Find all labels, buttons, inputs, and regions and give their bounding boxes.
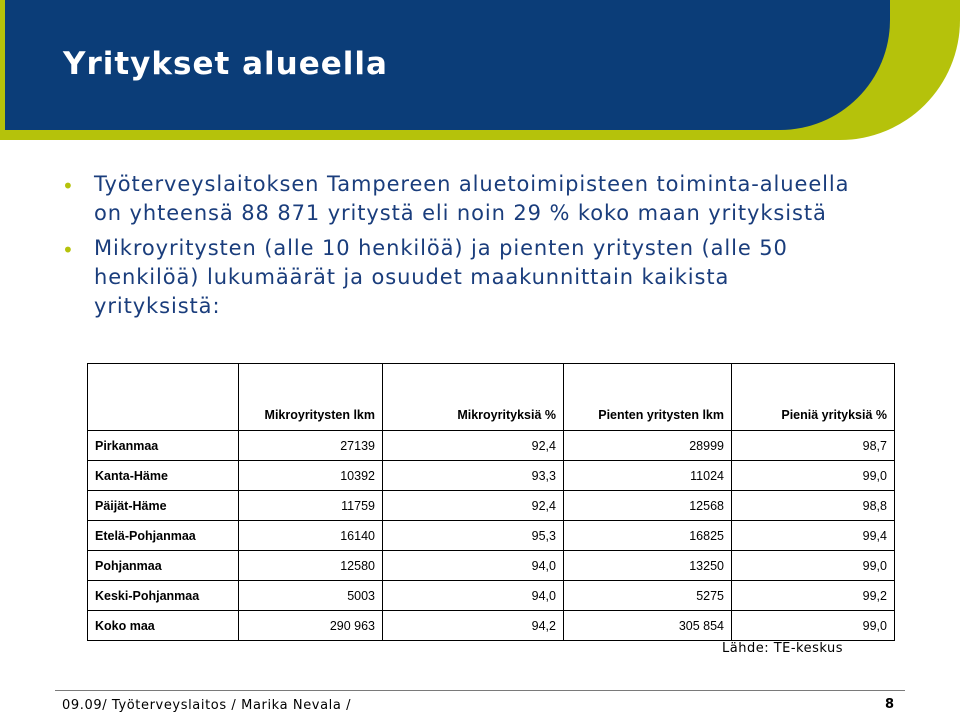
region-cell: Koko maa xyxy=(88,611,239,641)
column-header xyxy=(88,364,239,431)
region-cell: Päijät-Häme xyxy=(88,491,239,521)
table-cell: 5275 xyxy=(564,581,732,611)
region-cell: Etelä-Pohjanmaa xyxy=(88,521,239,551)
table-cell: 92,4 xyxy=(383,491,564,521)
table-header-row xyxy=(88,364,895,431)
table-row xyxy=(88,521,895,551)
table-cell: 99,2 xyxy=(732,581,895,611)
column-header: Pienten yritysten lkm xyxy=(564,364,732,431)
company-table xyxy=(87,363,895,641)
table-cell: 5003 xyxy=(239,581,383,611)
footer-divider xyxy=(55,690,905,691)
table-cell: 98,8 xyxy=(732,491,895,521)
table-row xyxy=(88,551,895,581)
footer-text: 09.09/ Työterveyslaitos / Marika Nevala / xyxy=(62,698,352,713)
table-row xyxy=(88,491,895,521)
table-cell: 99,0 xyxy=(732,551,895,581)
data-table-container xyxy=(87,363,895,641)
table-cell: 94,0 xyxy=(383,581,564,611)
table-row xyxy=(88,611,895,641)
table-cell: 93,3 xyxy=(383,461,564,491)
slide-title: Yritykset alueella xyxy=(63,46,388,82)
table-cell: 99,0 xyxy=(732,611,895,641)
bullet-dot-icon: • xyxy=(62,238,75,262)
table-cell: 16825 xyxy=(564,521,732,551)
bullet-item xyxy=(60,234,860,321)
table-cell: 28999 xyxy=(564,431,732,461)
table-cell: 290 963 xyxy=(239,611,383,641)
region-cell: Keski-Pohjanmaa xyxy=(88,581,239,611)
table-cell: 12568 xyxy=(564,491,732,521)
table-cell: 13250 xyxy=(564,551,732,581)
page-number: 8 xyxy=(885,697,895,712)
table-cell: 98,7 xyxy=(732,431,895,461)
table-row xyxy=(88,431,895,461)
bullet-list xyxy=(60,170,860,327)
bullet-dot-icon: • xyxy=(62,174,75,198)
table-cell: 94,2 xyxy=(383,611,564,641)
table-cell: 10392 xyxy=(239,461,383,491)
table-cell: 92,4 xyxy=(383,431,564,461)
region-cell: Kanta-Häme xyxy=(88,461,239,491)
table-cell: 99,4 xyxy=(732,521,895,551)
bullet-text: Työterveyslaitoksen Tampereen aluetoimipisteen toiminta-alueella on yhteensä 88 871 yritystä eli noin 29 % koko maan yrityksistä xyxy=(94,172,850,225)
region-cell: Pohjanmaa xyxy=(88,551,239,581)
bullet-item xyxy=(60,170,860,228)
column-header: Mikroyrityksiä % xyxy=(383,364,564,431)
region-cell: Pirkanmaa xyxy=(88,431,239,461)
table-cell: 95,3 xyxy=(383,521,564,551)
table-cell: 27139 xyxy=(239,431,383,461)
table-cell: 16140 xyxy=(239,521,383,551)
column-header: Mikroyritysten lkm xyxy=(239,364,383,431)
table-row xyxy=(88,581,895,611)
bullet-text: Mikroyritysten (alle 10 henkilöä) ja pienten yritysten (alle 50 henkilöä) lukumäärät ja osuudet maakunnittain kaikista yrityksistä: xyxy=(94,236,788,318)
table-cell: 94,0 xyxy=(383,551,564,581)
table-row xyxy=(88,461,895,491)
table-cell: 305 854 xyxy=(564,611,732,641)
source-note: Lähde: TE-keskus xyxy=(722,641,844,656)
column-header: Pieniä yrityksiä % xyxy=(732,364,895,431)
table-cell: 99,0 xyxy=(732,461,895,491)
table-cell: 11024 xyxy=(564,461,732,491)
table-cell: 11759 xyxy=(239,491,383,521)
table-cell: 12580 xyxy=(239,551,383,581)
